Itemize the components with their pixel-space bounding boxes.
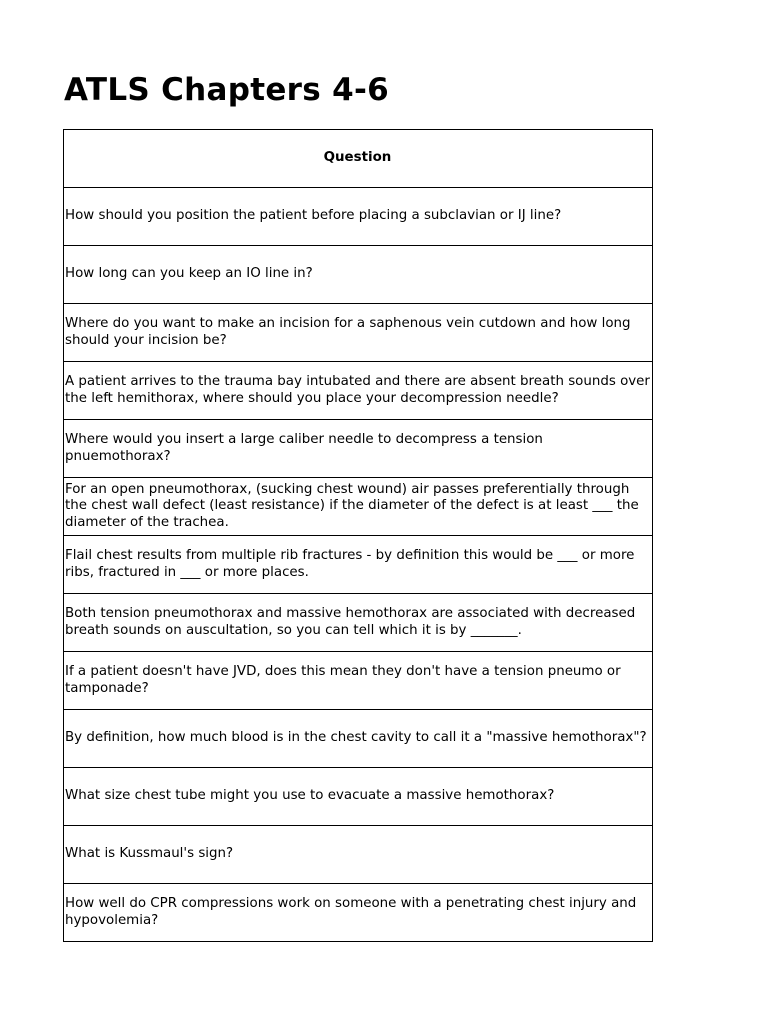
question-table	[63, 129, 653, 942]
question-cell: Where would you insert a large caliber needle to decompress a tension pnuemothorax?	[64, 420, 653, 478]
question-cell: If a patient doesn't have JVD, does this mean they don't have a tension pneumo or tamponade?	[64, 652, 653, 710]
table-row	[64, 710, 653, 768]
table-row	[64, 652, 653, 710]
question-cell: For an open pneumothorax, (sucking chest wound) air passes preferentially through the chest wall defect (least resistance) if the diameter of the defect is at least ___ the diameter of the trachea.	[64, 478, 653, 536]
table-row	[64, 768, 653, 826]
question-cell: How well do CPR compressions work on someone with a penetrating chest injury and hypovolemia?	[64, 884, 653, 942]
table-row	[64, 478, 653, 536]
question-cell: Both tension pneumothorax and massive hemothorax are associated with decreased breath sounds on auscultation, so you can tell which it is by _______.	[64, 594, 653, 652]
table-row	[64, 420, 653, 478]
question-cell: Where do you want to make an incision for a saphenous vein cutdown and how long should your incision be?	[64, 304, 653, 362]
column-header-question: Question	[64, 130, 653, 188]
question-cell: A patient arrives to the trauma bay intubated and there are absent breath sounds over the left hemithorax, where should you place your decompression needle?	[64, 362, 653, 420]
question-cell: Flail chest results from multiple rib fractures - by definition this would be ___ or more ribs, fractured in ___ or more places.	[64, 536, 653, 594]
table-header-row	[64, 130, 653, 188]
table-row	[64, 188, 653, 246]
table-row	[64, 826, 653, 884]
question-cell: By definition, how much blood is in the chest cavity to call it a "massive hemothorax"?	[64, 710, 653, 768]
question-cell: What size chest tube might you use to evacuate a massive hemothorax?	[64, 768, 653, 826]
table-row	[64, 246, 653, 304]
table-row	[64, 536, 653, 594]
table-row	[64, 884, 653, 942]
question-cell: How should you position the patient before placing a subclavian or IJ line?	[64, 188, 653, 246]
page-title: ATLS Chapters 4-6	[64, 72, 390, 108]
question-cell: What is Kussmaul's sign?	[64, 826, 653, 884]
table-row	[64, 304, 653, 362]
table-row	[64, 362, 653, 420]
question-cell: How long can you keep an IO line in?	[64, 246, 653, 304]
table-row	[64, 594, 653, 652]
